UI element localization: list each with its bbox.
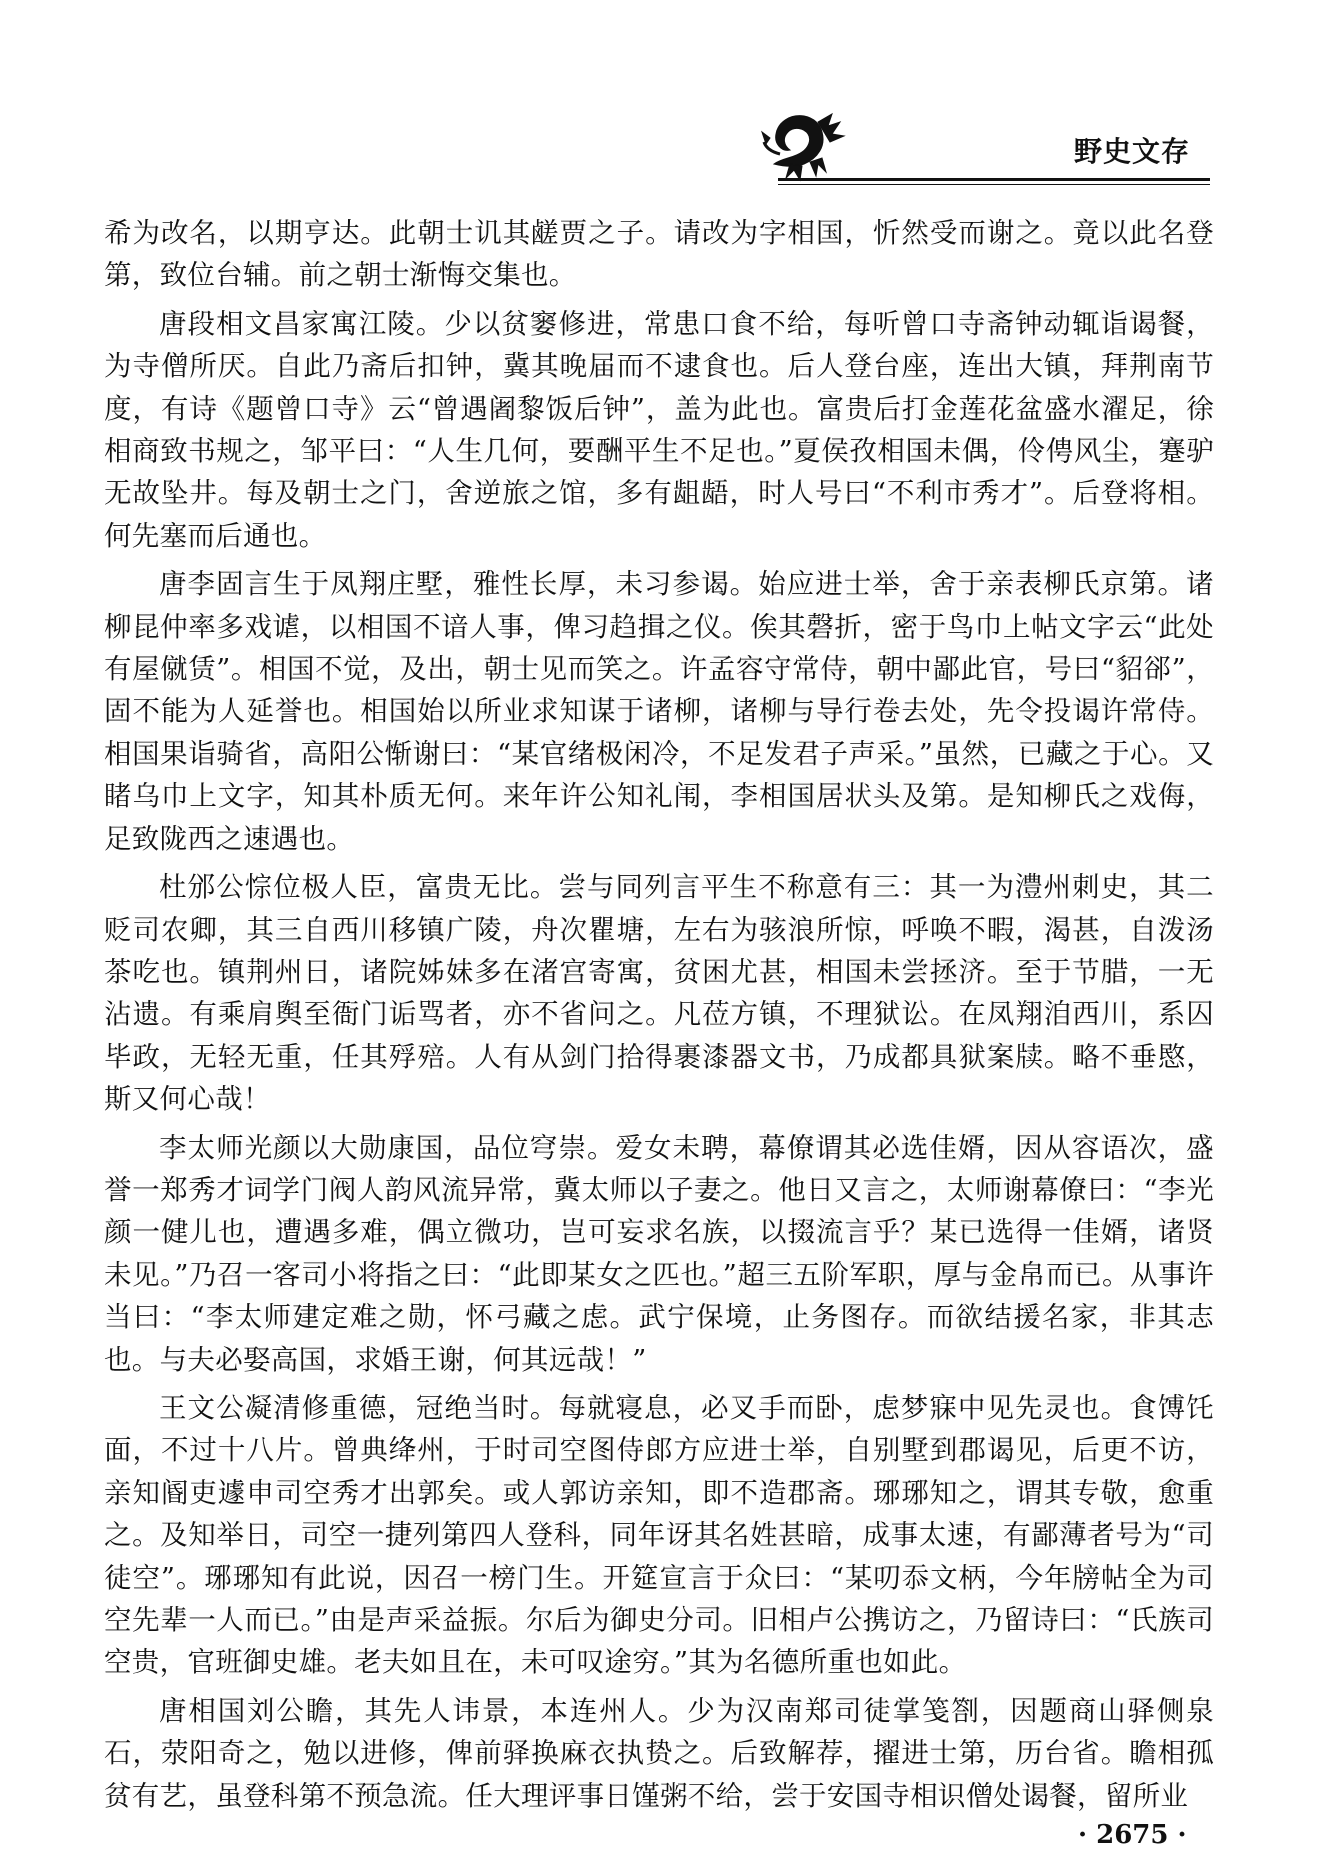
paragraph: 杜邠公悰位极人臣，富贵无比。尝与同列言平生不称意有三：其一为澧州刺史，其二贬司农卿，其三自西川移镇广陵，舟次瞿塘，左右为骇浪所惊，呼唤不暇，渴甚，自泼汤茶吃也。镇荆州日，诸院姊妹多在渚宫寄寓，贫困尤甚，相国未尝拯济。至于节腊，一无沾遗。有乘肩舆至衙门诟骂者，亦不省问之。凡莅方镇，不理狱讼。在凤翔洎西川，系囚毕政，无轻无重，任其殍殕。人有从剑门拾得裹漆器文书，乃成都具狱案牍。略不垂愍，斯又何心哉！ bbox=[104, 871, 1214, 1116]
running-header bbox=[758, 108, 1210, 190]
paragraph: 唐段相文昌家寓江陵。少以贫窭修进，常患口食不给，每听曾口寺斋钟动辄诣谒餐，为寺僧所厌。自此乃斋后扣钟，冀其晚届而不逮食也。后人登台座，连出大镇，拜荆南节度，有诗《题曾口寺》云“曾遇阇黎饭后钟”，盖为此也。富贵后打金莲花盆盛水濯足，徐相商致书规之，邹平曰：“人生几何，要酬平生不足也。”夏侯孜相国未偶，伶俜风尘，蹇驴无故坠井。每及朝士之门，舍逆旅之馆，多有龃龉，时人号曰“不利市秀才”。后登将相。何先塞而后通也。 bbox=[104, 307, 1214, 552]
paragraph: 唐相国刘公瞻，其先人讳景，本连州人。少为汉南郑司徒掌笺劄，因题商山驿侧泉石，荥阳奇之，勉以进修，俾前驿换麻衣执贽之。后致解荐，擢进士第，历台省。瞻相孤贫有艺，虽登科第不预急流。任大理评事日馑粥不给，尝于安国寺相识僧处谒餐，留所业 bbox=[104, 1694, 1214, 1812]
series-title: 野史文存 bbox=[1073, 135, 1190, 168]
dragon-emblem-icon bbox=[760, 108, 850, 182]
paragraph: 唐李固言生于凤翔庄墅，雅性长厚，未习参谒。始应进士举，舍于亲表柳氏京第。诸柳昆仲率多戏谑，以相国不谙人事，俾习趋揖之仪。俟其磬折，密于鸟巾上帖文字云“此处有屋僦赁”。相国不觉，及出，朝士见而笑之。许孟容守常侍，朝中鄙此官，号曰“貂郤”，固不能为人延誉也。相国始以所业求知谋于诸柳，诸柳与导行卷去处，先令投谒许常侍。相国果诣骑省，高阳公惭谢曰：“某官绪极闲冷，不足发君子声采。”虽然，已藏之于心。又睹乌巾上文字，知其朴质无何。来年许公知礼闱，李相国居状头及第。是知柳氏之戏侮，足致陇西之速遇也。 bbox=[104, 568, 1214, 855]
page-number: · 2675 · bbox=[1078, 1820, 1187, 1850]
header-rule-thin bbox=[778, 184, 1210, 185]
paragraph: 李太师光颜以大勋康国，品位穹崇。爱女未聘，幕僚谓其必选佳婿，因从容语次，盛誉一郑秀才词学门阀人韵风流异常，冀太师以子妻之。他日又言之，太师谢幕僚曰：“李光颜一健儿也，遭遇多难，偶立微功，岂可妄求名族，以掇流言乎？某已选得一佳婿，诸贤未见。”乃召一客司小将指之曰：“此即某女之匹也。”超三五阶军职，厚与金帛而已。从事许当曰：“李太师建定难之勋，怀弓藏之虑。武宁保境，止务图存。而欲结援名家，非其志也。与夫必娶高国，求婚王谢，何其远哉！” bbox=[104, 1131, 1214, 1376]
paragraph: 王文公凝清修重德，冠绝当时。每就寝息，必叉手而卧，虑梦寐中见先灵也。食馎饦面，不过十八片。曾典绛州，于时司空图侍郎方应进士举，自别墅到郡谒见，后更不访，亲知阍吏遽申司空秀才出郭矣。或人郭访亲知，即不造郡斋。琊琊知之，谓其专敬，愈重之。及知举日，司空一捷列第四人登科，同年讶其名姓甚暗，成事太速，有鄙薄者号为“司徒空”。琊琊知有此说，因召一榜门生。开筵宣言于众曰：“某叨忝文柄，今年牓帖全为司空先辈一人而已。”由是声采益振。尔后为御史分司。旧相卢公携访之，乃留诗曰：“氏族司空贵，官班御史雄。老夫如且在，未可叹途穷。”其为名德所重也如此。 bbox=[104, 1391, 1214, 1679]
paragraph: 希为改名，以期亨达。此朝士讥其鹾贾之子。请改为字相国，忻然受而谢之。竟以此名登第，致位台辅。前之朝士渐悔交集也。 bbox=[104, 217, 1214, 292]
header-rule-thick bbox=[778, 178, 1210, 181]
main-text bbox=[104, 212, 1214, 1823]
